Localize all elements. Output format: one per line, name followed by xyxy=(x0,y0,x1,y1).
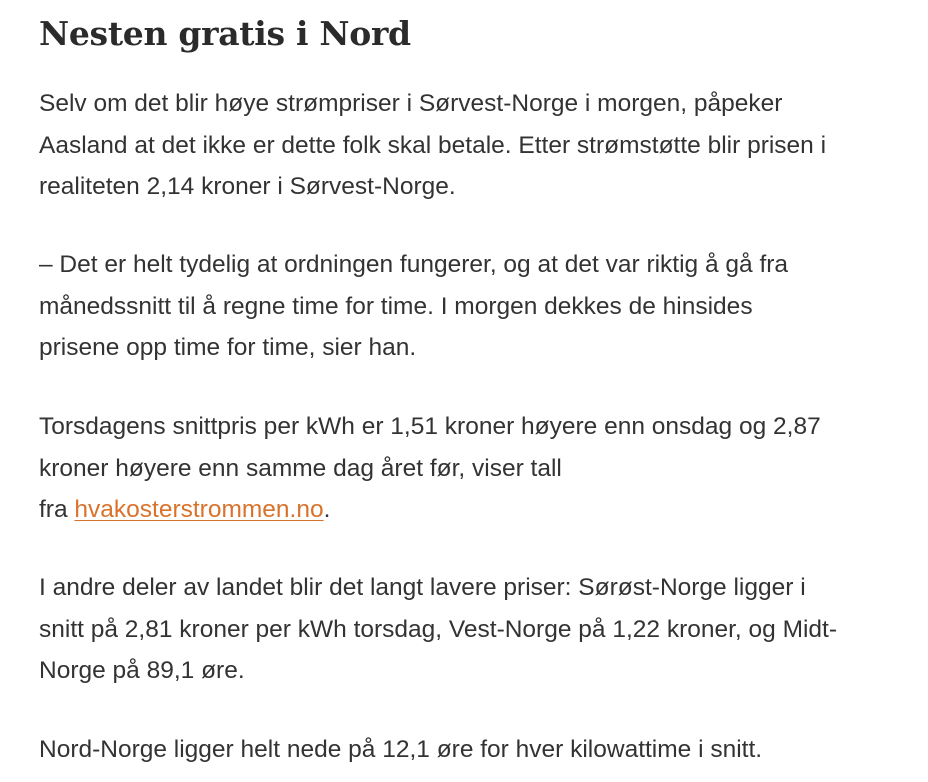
paragraph-line: snitt på 2,81 kroner per kWh torsdag, Vest-Norge på 1,22 kroner, og Midt- xyxy=(39,615,838,643)
link-suffix: . xyxy=(323,496,331,523)
paragraph-aasland-statement xyxy=(39,83,826,208)
link-prefix: fra xyxy=(39,496,75,523)
paragraph-line: prisene opp time for time, sier han. xyxy=(39,334,417,361)
paragraph-line: realiteten 2,14 kroner i Sørvest-Norge. xyxy=(39,173,456,200)
paragraph-regional-prices xyxy=(39,567,837,692)
paragraph-quote xyxy=(39,244,788,369)
section-heading: Nesten gratis i Nord xyxy=(39,14,411,53)
paragraph-line: – Det er helt tydelig at ordningen fungerer, og at det var riktig å gå fra xyxy=(39,251,789,278)
paragraph-nord-norge xyxy=(39,729,762,771)
paragraph-line: Nord-Norge ligger helt nede på 12,1 øre for hver kilowattime i snitt. xyxy=(39,736,763,763)
paragraph-line: Selv om det blir høye strømpriser i Sørvest-Norge i morgen, påpeker xyxy=(39,90,783,117)
paragraph-line: Norge på 89,1 øre. xyxy=(39,657,245,684)
paragraph-line: månedssnitt til å regne time for time. I morgen dekkes de hinsides xyxy=(39,292,753,320)
paragraph-line: Aasland at det ikke er dette folk skal betale. Etter strømstøtte blir prisen i xyxy=(39,131,827,159)
paragraph-line: I andre deler av landet blir det langt lavere priser: Sørøst-Norge ligger i xyxy=(39,574,806,601)
paragraph-line: kroner høyere enn samme dag året før, viser tall xyxy=(39,454,562,482)
paragraph-line: Torsdagens snittpris per kWh er 1,51 kroner høyere enn onsdag og 2,87 xyxy=(39,413,821,440)
paragraph-price-comparison xyxy=(39,406,821,531)
paragraph-line-with-link xyxy=(39,489,821,531)
hvakosterstrommen-link[interactable]: hvakosterstrommen.no xyxy=(74,496,324,523)
